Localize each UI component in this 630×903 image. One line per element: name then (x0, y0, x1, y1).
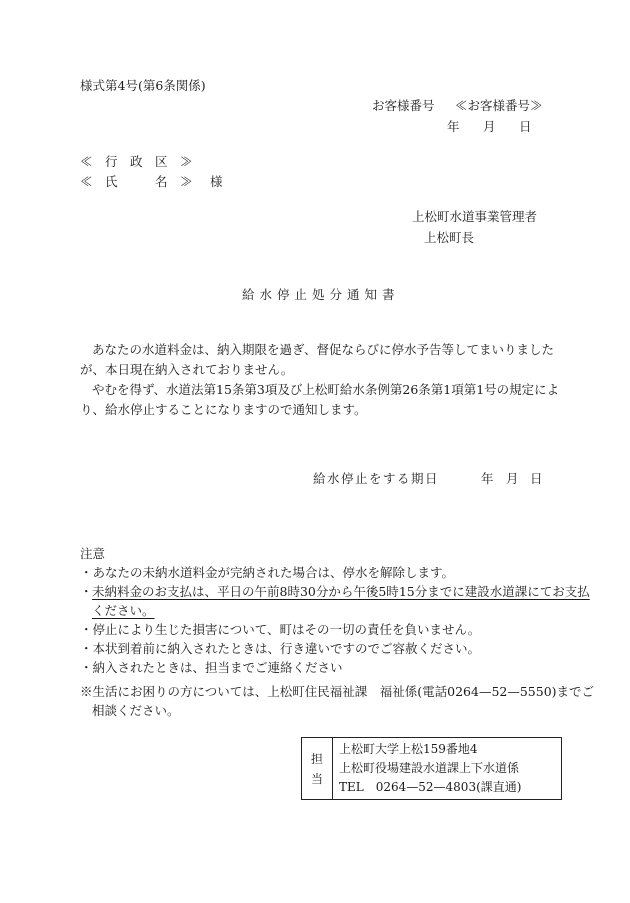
welfare-note-line-2: 相談ください。 (92, 703, 180, 718)
header-date-day: 日 (519, 119, 532, 134)
note-item-3: ・停止により生じた損害について、町はその一切の責任を負いません。 (80, 622, 481, 637)
form-number: 様式第4号(第6条関係) (80, 78, 206, 93)
notes-heading: 注意 (80, 546, 106, 561)
body-paragraph-1: あなたの水道料金は、納入期限を過ぎ、督促ならびに停水予告等してまいりましたが、本日現在納入されておりません。 (80, 342, 555, 377)
contact-label (302, 738, 333, 800)
contact-box (301, 737, 562, 800)
customer-number-label: お客様番号 (372, 98, 435, 113)
note-item-1: ・あなたの未納水道料金が完納された場合は、停水を解除します。 (80, 565, 455, 580)
stop-date-day: 日 (530, 471, 543, 486)
note-item-2-continued: ください。 (92, 603, 155, 618)
contact-address: 上松町大学上松159番地4 (339, 742, 478, 756)
issuer-person: 上松町長 (424, 230, 475, 245)
contact-info (333, 738, 562, 800)
header-date-month: 月 (483, 119, 496, 134)
note-item-4: ・本状到着前に納入されたときは、行き違いですのでご容赦ください。 (80, 641, 481, 656)
contact-label-char-1: 担 (310, 751, 323, 766)
recipient-honorific: 様 (210, 174, 223, 189)
welfare-note-line-1: ※生活にお困りの方については、上松町住民福祉課 福祉係(電話0264—52—5550)までご (80, 684, 595, 699)
contact-label-char-2: 当 (310, 771, 323, 786)
note-item-2: 未納料金のお支払は、平日の午前8時30分から午後5時15分までに建設水道課にてお支払 (92, 584, 590, 599)
note-item-5: ・納入されたときは、担当までご連絡ください (80, 660, 343, 675)
document-title: 給水停止処分通知書 (242, 287, 400, 302)
customer-number-value: ≪お客様番号≫ (455, 98, 543, 113)
contact-tel: TEL 0264—52—4803(課直通) (339, 780, 522, 794)
recipient-name: ≪ 氏 名 ≫ (80, 174, 193, 189)
stop-date-year: 年 (481, 471, 494, 486)
issuer-organization: 上松町水道事業管理者 (412, 209, 538, 224)
stop-date-month: 月 (506, 471, 519, 486)
stop-date-label: 給水停止をする期日 (313, 471, 440, 486)
contact-department: 上松町役場建設水道課上下水道係 (339, 761, 520, 775)
note-item-2-bullet: ・ (80, 584, 93, 599)
recipient-district: ≪ 行 政 区 ≫ (80, 154, 193, 169)
body-paragraph-2: やむを得ず、水道法第15条第3項及び上松町給水条例第26条第1項第1号の規定により、給水停止することになりますので通知します。 (80, 382, 560, 417)
header-date-year: 年 (447, 119, 460, 134)
